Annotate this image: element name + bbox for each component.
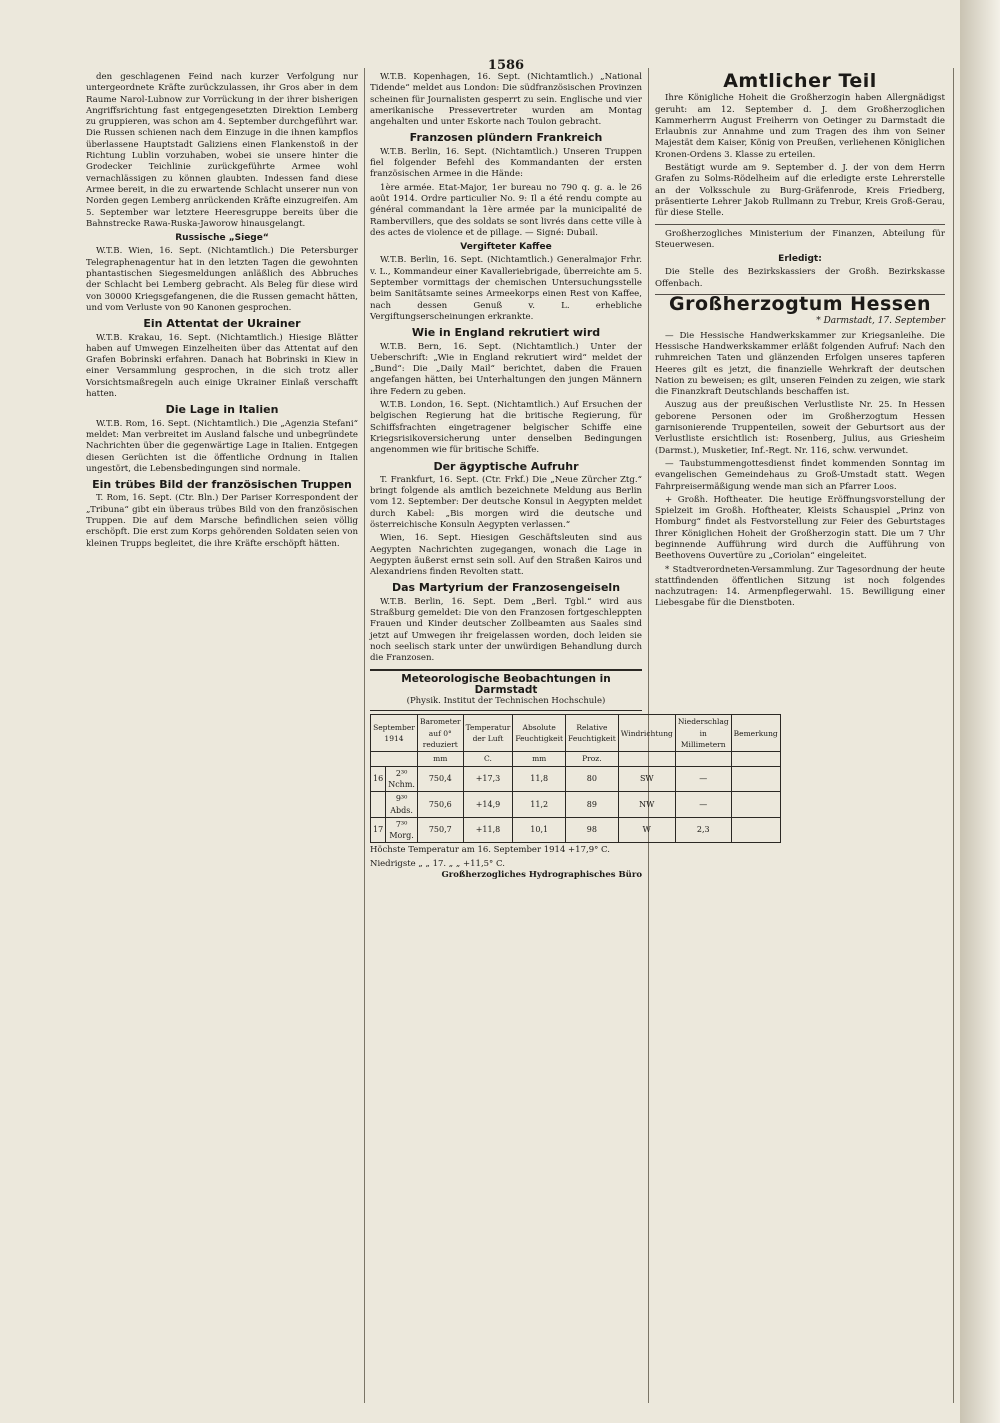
weather-header: Absolute Feuchtigkeit <box>513 715 566 752</box>
article-text: W.T.B. Wien, 16. Sept. (Nichtamtlich.) Die Petersburger Telegraphenagentur hat in den letzten Tagen die gewohnten phantastischen Siegesmeldungen anläßlich des Abbruches der Schlacht bei Lemberg gebracht. Als Beleg für diese wird von 30000 Kriegsgefangenen, die die Russen gemacht hätten, und vom Verluste von 90 Kanonen gesprochen. <box>86 246 358 313</box>
table-cell: 11,2 <box>513 792 566 818</box>
weather-unit: C. <box>463 752 513 766</box>
table-cell: 89 <box>566 792 619 818</box>
article-text: W.T.B. Bern, 16. Sept. (Nichtamtlich.) Unter der Ueberschrift: „Wie in England rekrutiert wird“ meldet der „Bund“: Die „Daily Mail“ berichtet, daben die Frauen angefangen hätten, bei Unterhaltungen den jungen Männern ihre Federn zu geben. <box>370 341 642 397</box>
article-text: den geschlagenen Feind nach kurzer Verfolgung nur untergeordnete Kräfte zurückzulassen, ihr Gros aber in dem Raume Narol-Lubnow zur Vorrückung in der ihrer bisherigen Angriffsrichtung fast entgegengesetzten Direktion Lemberg zu gruppieren, was schon am 4. September durchgeführt war. Die Russen schienen nach dem Einzuge in die ihnen kampflos überlassene Hauptstadt Galiziens einen Flankenstoß in der Richtung Lublin vorzuhaben, wobei sie unsere hinter die Grodecker Teichlinie zurückgeführte Armee wohl vernachlässigen zu können glaubten. Indessen fand diese Armee bereit, in die zu erwartende Schlacht unserer nun von Norden gegen Lemberg anrückenden Kräfte einzugreifen. Am 5. September war letztere Heeresgruppe bereits über die Bahnstrecke Rawa-Ruska-Jaworow hinausgelangt. <box>86 72 358 229</box>
headline-grossherzogtum-hessen: Großherzogtum Hessen <box>668 293 932 316</box>
weather-header: Windrichtung <box>618 715 675 752</box>
table-cell: +11,8 <box>463 817 513 843</box>
table-cell: 7³⁰ Morg. <box>386 817 418 843</box>
weather-unit: mm <box>513 752 566 766</box>
table-cell: — <box>675 766 731 792</box>
weather-min-temp: Niedrigste „ „ 17. „ „ +11,5° C. <box>370 858 505 869</box>
headline-amtlicher-teil: Amtlicher Teil <box>723 70 877 92</box>
divider <box>655 224 945 225</box>
headline-attentat: Ein Attentat der Ukrainer <box>143 317 301 331</box>
weather-max-temp: Höchste Temperatur am 16. September 1914 +17,9° C. <box>370 845 610 856</box>
article-text: Auszug aus der preußischen Verlustliste Nr. 25. In Hessen geborene Personen oder im Großherzogtum Hessen garnisonierende Truppenteilen, soweit der Geburtsort aus der Verlustliste ersichtlich ist: Rosenberg, Julius, aus Griesheim (Darmst.), Musketier, Inf.-Regt. Nr. 116, schw. verwundet. <box>655 400 945 456</box>
headline-pluendern: Franzosen plündern Frankreich <box>409 131 603 145</box>
headline-martyrium: Das Martyrium der Franzosengeiseln <box>391 581 621 595</box>
column-1 <box>86 72 358 1403</box>
weather-unit: Proz. <box>566 752 619 766</box>
table-cell: 10,1 <box>513 817 566 843</box>
weather-signature: Großherzogliches Hydrographisches Büro <box>441 870 642 880</box>
weather-header: Barometer auf 0° reduziert <box>417 715 463 752</box>
headline-aegypten: Der ägyptische Aufruhr <box>433 459 579 473</box>
article-text: — Taubstummengottesdienst findet kommenden Sonntag im evangelischen Gemeindehaus zu Groß-Umstadt statt. Wegen Fahrpreisermäßigung wende man sich an Pfarrer Loos. <box>655 458 945 492</box>
table-cell: W <box>618 817 675 843</box>
page-edge <box>960 0 1000 1423</box>
weather-header: Temperatur der Luft <box>463 715 513 752</box>
table-cell: 17 <box>371 817 386 843</box>
weather-unit: mm <box>417 752 463 766</box>
column-rule <box>953 68 954 1403</box>
article-text: W.T.B. Berlin, 16. Sept. (Nichtamtlich.) Unseren Truppen fiel folgender Befehl des Kommandanten der ersten französischen Armee in die Hände: <box>370 146 642 180</box>
table-cell: 80 <box>566 766 619 792</box>
weather-title: Meteorologische Beobachtungen in Darmstadt <box>401 672 611 696</box>
article-text: W.T.B. Kopenhagen, 16. Sept. (Nichtamtlich.) „National Tidende“ meldet aus London: Die südfranzösischen Provinzen scheinen für Journalisten gesperrt zu sein. Englische und vier amerikanische Pressevertreter wurden am Montag angehalten und unter Eskorte nach Toulon gebracht. <box>370 72 642 128</box>
weather-header: September 1914 <box>371 715 418 752</box>
weather-header: Bemerkung <box>731 715 780 752</box>
article-text: W.T.B. Krakau, 16. Sept. (Nichtamtlich.) Hiesige Blätter haben auf Umwegen Einzelheiten über das Attentat auf den Grafen Bobrinski erfahren. Danach hat Bobrinski in Kiew in einer Versammlung gesprochen, in die sich trotz aller Vorsichtsmaßregeln auch einige Ukrainer Einlaß verschafft hatten. <box>86 332 358 400</box>
weather-header: Niederschlag in Millimetern <box>675 715 731 752</box>
headline-siege: Russische „Siege“ <box>175 233 269 244</box>
article-text: Bestätigt wurde am 9. September d. J. der von dem Herrn Grafen zu Solms-Rödelheim auf die erledigte erste Lehrerstelle an der Volksschule zu Burg-Gräfenrode, Kreis Friedberg, präsentierte Lehrer Jakob Rullmann zu Trebur, Kreis Groß-Gerau, für diese Stelle. <box>655 163 945 219</box>
article-text: Ihre Königliche Hoheit die Großherzogin haben Allergnädigst geruht: am 12. September d. J. dem Großherzoglichen Kammerherrn August Freiherrn von Oetinger zu Darmstadt die Erlaubnis zur Annahme und zum Tragen des ihm von Seiner Majestät dem Kaiser, König von Preußen, verliehenen Königlichen Kronen-Ordens 3. Klasse zu erteilen. <box>655 93 945 160</box>
table-cell: 2,3 <box>675 817 731 843</box>
table-cell <box>371 792 386 818</box>
table-cell: +17,3 <box>463 766 513 792</box>
table-cell: — <box>675 792 731 818</box>
article-text: Großherzogliches Ministerium der Finanzen, Abteilung für Steuerwesen. <box>655 228 945 250</box>
column-rule <box>364 68 365 1403</box>
article-text: W.T.B. Berlin, 16. Sept. (Nichtamtlich.) Generalmajor Frhr. v. L., Kommandeur einer Kavalleriebrigade, überreichte am 5. September vormittags der chemischen Untersuchungsstelle beim Sanitätsamte seines Armeekorps einen Rest von Kaffee, nach dessen Genuß v. L. erhebliche Vergiftungserscheinungen erkrankte. <box>370 255 642 322</box>
table-cell: 750,7 <box>417 817 463 843</box>
table-cell: 98 <box>566 817 619 843</box>
table-cell: 750,6 <box>417 792 463 818</box>
table-cell: 2³⁰ Nchm. <box>386 766 418 792</box>
article-text: — Die Hessische Handwerkskammer zur Kriegsanleihe. Die Hessische Handwerkskammer erläßt folgenden Aufruf: Nach den ruhmreichen Taten und glänzenden Erfolgen unseres tapferen Heeres gilt es jetzt, die finanzielle Wehrkraft der deutschen Nation zu beweisen; es gilt, unseren Feinden zu zeigen, wie stark die Finanzkraft Deutschlands beschaffen ist. <box>655 330 945 398</box>
article-text: W.T.B. Berlin, 16. Sept. Dem „Berl. Tgbl.“ wird aus Straßburg gemeldet: Die von den Franzosen fortgeschleppten Frauen und Kinder deutscher Zollbeamten aus Saales sind jetzt auf Umwegen ihr freigelassen worden, doch leiden sie noch seelisch stark unter der unwürdigen Behandlung durch die Franzosen. <box>370 596 642 664</box>
article-text: T. Rom, 16. Sept. (Ctr. Bln.) Der Pariser Korrespondent der „Tribuna“ gibt ein überaus trübes Bild von den französischen Truppen. Die auf dem Marsche befindlichen seien völlig erschöpft. Die erst zum Korps gehörenden Soldaten seien von kleinen Trupps begleitet, die ihre Kräfte erschöpft hätten. <box>86 493 358 549</box>
table-cell: NW <box>618 792 675 818</box>
column-3 <box>655 72 945 1403</box>
article-text: Wien, 16. Sept. Hiesigen Geschäftsleuten sind aus Aegypten Nachrichten zugegangen, wonach die Lage in Aegypten äußerst ernst sein soll. Auf den Straßen Kairos und Alexandriens finden Revolten statt. <box>370 533 642 578</box>
weather-subtitle: (Physik. Institut der Technischen Hochschule) <box>406 696 606 707</box>
headline-italien: Die Lage in Italien <box>165 403 279 417</box>
article-text: * Stadtverordneten-Versammlung. Zur Tagesordnung der heute stattfindenden öffentlichen Sitzung ist noch folgendes nachzutragen: 14. Armenpflegerwahl. 15. Bewilligung einer Liebesgabe für die Dienstboten. <box>655 564 945 609</box>
article-text: 1ère armée. Etat-Major, 1er bureau no 790 q. g. a. le 26 août 1914. Ordre particulier No. 9: Il a été rendu compte au général commandant la 1ère armée par la municipalité de Rambervillers, que des soldats se sont livrés dans cette ville à des actes de violence et de pillage. — Signé: Dubail. <box>370 182 642 238</box>
headline-england: Wie in England rekrutiert wird <box>411 326 601 340</box>
article-text: T. Frankfurt, 16. Sept. (Ctr. Frkf.) Die „Neue Zürcher Ztg.“ bringt folgende als amtlich bezeichnete Meldung aus Berlin vom 12. September: Der deutsche Konsul in Aegypten meldet durch Kabel: „Bis morgen wird die deutsche und österreichische Konsuln Aegypten verlassen.“ <box>370 474 642 530</box>
weather-unit <box>371 752 418 766</box>
table-cell: 750,4 <box>417 766 463 792</box>
dateline: * Darmstadt, 17. September <box>816 316 945 327</box>
weather-header: Relative Feuchtigkeit <box>566 715 619 752</box>
headline-erledigt: Erledigt: <box>778 254 822 265</box>
article-text: + Großh. Hoftheater. Die heutige Eröffnungsvorstellung der Spielzeit im Großh. Hoftheater, Kleists Schauspiel „Prinz von Homburg“ findet als Festvorstellung zur Feier des Geburtstages Ihrer Königlichen Hoheit der Großherzogin statt. Die um 7 Uhr beginnende Aufführung wird durch die Aufführung von Beethovens Ouvertüre zu „Coriolan“ eingeleitet. <box>655 494 945 562</box>
table-cell: 16 <box>371 766 386 792</box>
article-text: W.T.B. Rom, 16. Sept. (Nichtamtlich.) Die „Agenzia Stefani“ meldet: Man verbreitet im Ausland falsche und unbegründete Nachrichten über die gegenwärtige Lage in Italien. Entgegen diesen Gerüchten ist die öffentliche Ordnung in Italien ungestört, die Lebensbedingungen sind normale. <box>86 418 358 474</box>
weather-box <box>370 669 642 712</box>
table-cell: +14,9 <box>463 792 513 818</box>
article-text: Die Stelle des Bezirkskassiers der Großh. Bezirkskasse Offenbach. <box>655 267 945 289</box>
table-cell: SW <box>618 766 675 792</box>
headline-truppen: Ein trübes Bild der französischen Truppen <box>92 478 352 492</box>
article-text: W.T.B. London, 16. Sept. (Nichtamtlich.) Auf Ersuchen der belgischen Regierung hat die britische Regierung, für Schiffsfrachten eingetragener belgischer Schiffe eine Kriegsrisikoversicherung unter denselben Bedingungen angenommen wie für britische Schiffe. <box>370 400 642 456</box>
table-cell: 9³⁰ Abds. <box>386 792 418 818</box>
headline-kaffee: Vergifteter Kaffee <box>460 242 552 253</box>
column-2 <box>370 72 778 1403</box>
page-number: 1586 <box>487 58 525 73</box>
table-cell: 11,8 <box>513 766 566 792</box>
